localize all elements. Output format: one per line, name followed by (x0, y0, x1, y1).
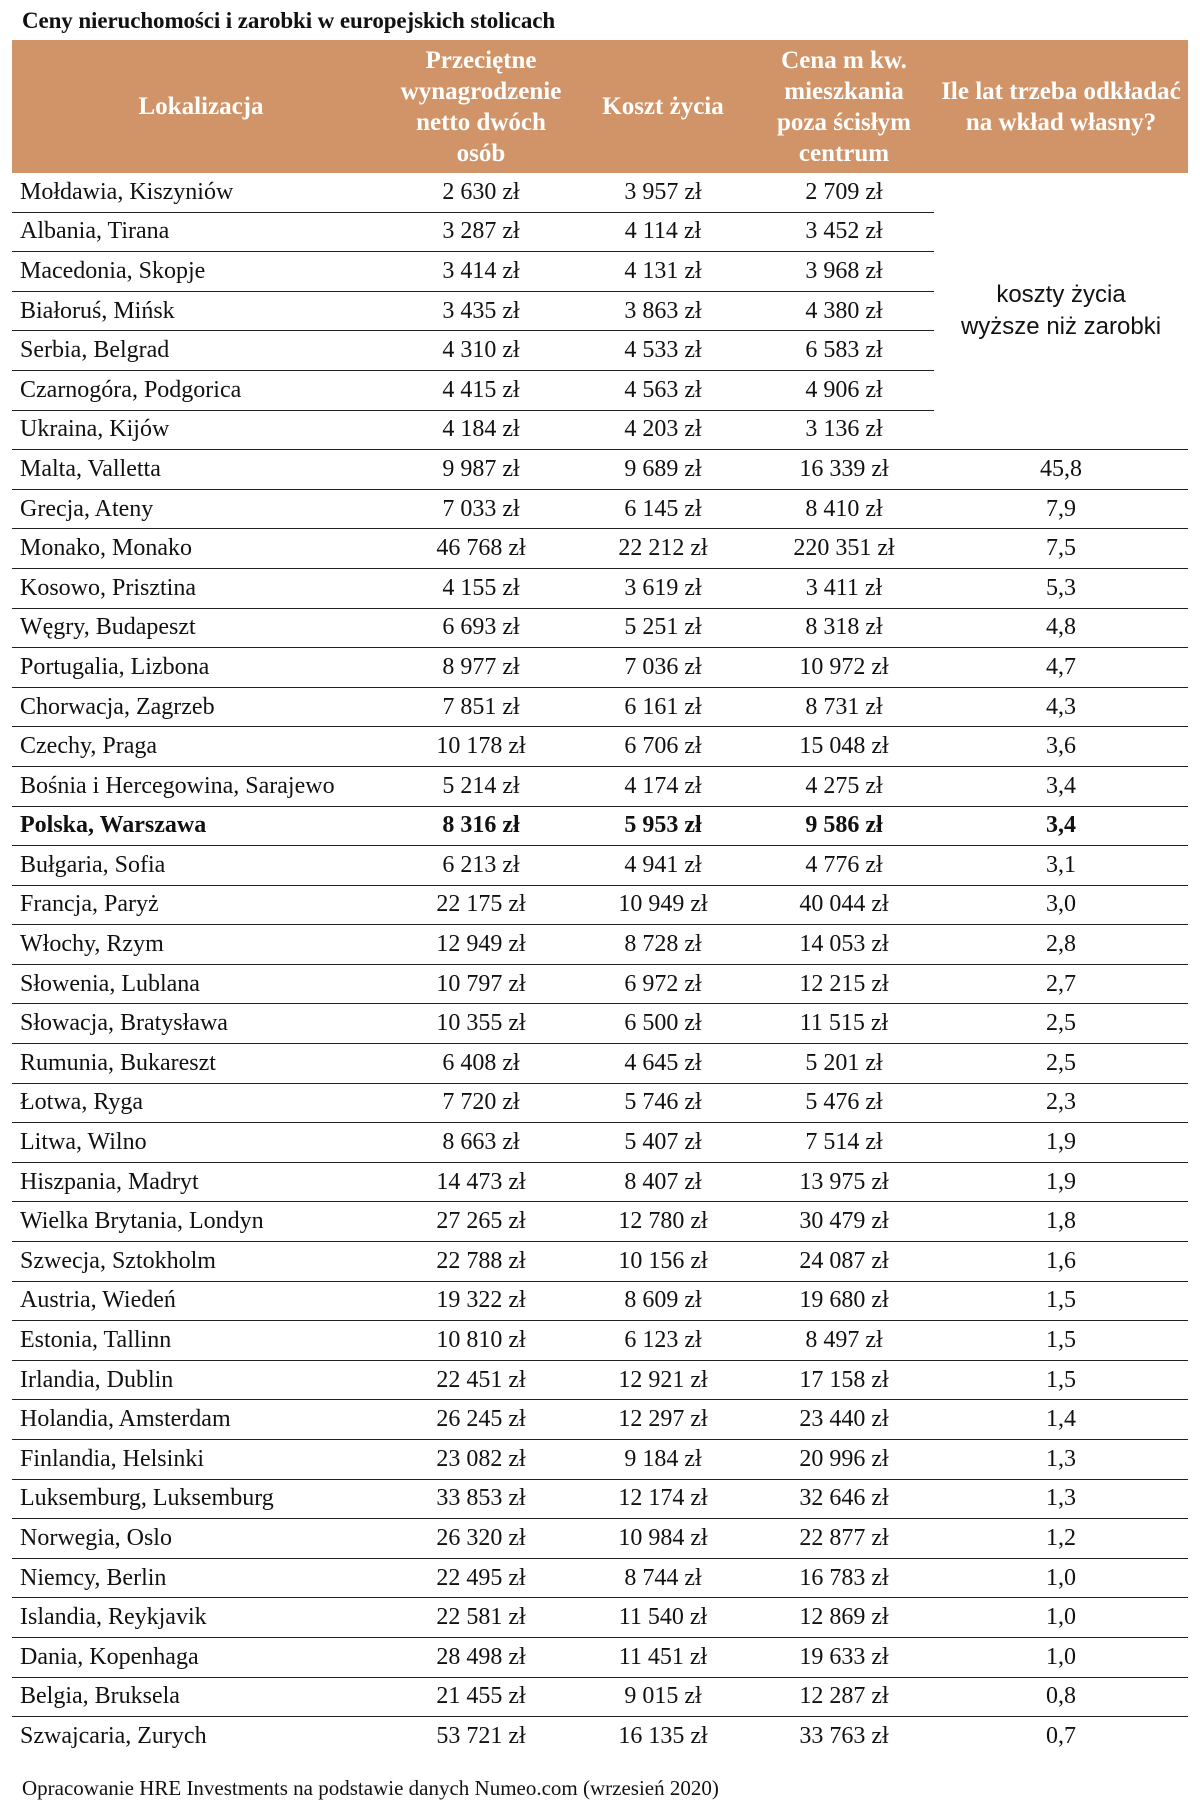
cell-location: Litwa, Wilno (12, 1123, 390, 1163)
cell-net-salary: 6 213 zł (390, 846, 572, 886)
cell-price-per-sqm: 17 158 zł (754, 1360, 934, 1400)
cell-cost-of-living: 5 953 zł (572, 806, 754, 846)
cell-price-per-sqm: 8 318 zł (754, 608, 934, 648)
cell-net-salary: 4 155 zł (390, 568, 572, 608)
cell-years-saving: 4,7 (934, 648, 1188, 688)
cell-cost-of-living: 5 251 zł (572, 608, 754, 648)
table-row (12, 1004, 1188, 1044)
cell-net-salary: 22 581 zł (390, 1598, 572, 1638)
cell-net-salary: 3 287 zł (390, 212, 572, 252)
cell-net-salary: 10 178 zł (390, 727, 572, 767)
cell-price-per-sqm: 8 410 zł (754, 489, 934, 529)
table-row (12, 1242, 1188, 1282)
cell-cost-of-living: 4 533 zł (572, 331, 754, 371)
cell-cost-of-living: 4 645 zł (572, 1044, 754, 1084)
cell-price-per-sqm: 220 351 zł (754, 529, 934, 569)
cell-price-per-sqm: 4 906 zł (754, 370, 934, 410)
cell-cost-of-living: 8 744 zł (572, 1558, 754, 1598)
table-row (12, 1479, 1188, 1519)
cell-net-salary: 21 455 zł (390, 1677, 572, 1717)
cell-cost-of-living: 7 036 zł (572, 648, 754, 688)
cell-location: Belgia, Bruksela (12, 1677, 390, 1717)
cell-years-saving: 2,8 (934, 925, 1188, 965)
cell-location: Hiszpania, Madryt (12, 1162, 390, 1202)
cell-location: Słowenia, Lublana (12, 964, 390, 1004)
table-row (12, 1202, 1188, 1242)
table-row (12, 727, 1188, 767)
header-net-salary: Przeciętne wynagrodzenie netto dwóch osób (390, 40, 572, 173)
cell-cost-of-living: 6 500 zł (572, 1004, 754, 1044)
header-cost-of-living: Koszt życia (572, 40, 754, 173)
cell-location: Czarnogóra, Podgorica (12, 370, 390, 410)
cell-price-per-sqm: 15 048 zł (754, 727, 934, 767)
cell-location: Austria, Wiedeń (12, 1281, 390, 1321)
cell-years-saving: 1,3 (934, 1440, 1188, 1480)
cell-years-saving: 45,8 (934, 450, 1188, 490)
cell-net-salary: 22 451 zł (390, 1360, 572, 1400)
table-row (12, 1558, 1188, 1598)
cell-location: Szwecja, Sztokholm (12, 1242, 390, 1282)
cell-years-saving: 2,5 (934, 1044, 1188, 1084)
cell-years-saving: 1,0 (934, 1558, 1188, 1598)
cell-cost-of-living: 11 540 zł (572, 1598, 754, 1638)
table-title: Ceny nieruchomości i zarobki w europejskich stolicach (22, 8, 556, 33)
cell-location: Kosowo, Prisztina (12, 568, 390, 608)
cell-price-per-sqm: 12 215 zł (754, 964, 934, 1004)
cell-location: Dania, Kopenhaga (12, 1637, 390, 1677)
cell-net-salary: 4 415 zł (390, 370, 572, 410)
cell-years-saving: 1,5 (934, 1321, 1188, 1361)
cell-cost-of-living: 11 451 zł (572, 1637, 754, 1677)
cell-cost-of-living: 8 728 zł (572, 925, 754, 965)
cell-location: Grecja, Ateny (12, 489, 390, 529)
table-row (12, 1321, 1188, 1361)
cell-price-per-sqm: 3 968 zł (754, 252, 934, 292)
cell-cost-of-living: 12 297 zł (572, 1400, 754, 1440)
cell-years-saving: 7,9 (934, 489, 1188, 529)
cell-years-saving: 0,8 (934, 1677, 1188, 1717)
cell-price-per-sqm: 7 514 zł (754, 1123, 934, 1163)
cell-price-per-sqm: 10 972 zł (754, 648, 934, 688)
cell-net-salary: 4 310 zł (390, 331, 572, 371)
cell-location: Wielka Brytania, Londyn (12, 1202, 390, 1242)
table-row (12, 529, 1188, 569)
cell-location: Islandia, Reykjavik (12, 1598, 390, 1638)
source-footer: Opracowanie HRE Investments na podstawie danych Numeo.com (wrzesień 2020) (22, 1776, 719, 1800)
cell-cost-of-living: 4 941 zł (572, 846, 754, 886)
cell-price-per-sqm: 11 515 zł (754, 1004, 934, 1044)
cell-location: Macedonia, Skopje (12, 252, 390, 292)
cell-cost-of-living: 12 780 zł (572, 1202, 754, 1242)
cell-net-salary: 9 987 zł (390, 450, 572, 490)
table-row (12, 1717, 1188, 1756)
cell-price-per-sqm: 12 869 zł (754, 1598, 934, 1638)
cell-years-saving: 1,5 (934, 1360, 1188, 1400)
cell-price-per-sqm: 4 275 zł (754, 766, 934, 806)
cell-location: Bośnia i Hercegowina, Sarajewo (12, 766, 390, 806)
cell-price-per-sqm: 40 044 zł (754, 885, 934, 925)
cell-location: Norwegia, Oslo (12, 1519, 390, 1559)
cell-cost-of-living: 10 949 zł (572, 885, 754, 925)
table-row (12, 885, 1188, 925)
cell-price-per-sqm: 30 479 zł (754, 1202, 934, 1242)
cell-net-salary: 2 630 zł (390, 173, 572, 212)
cell-years-saving: 3,0 (934, 885, 1188, 925)
cell-price-per-sqm: 3 136 zł (754, 410, 934, 450)
table-row (12, 766, 1188, 806)
cell-price-per-sqm: 9 586 zł (754, 806, 934, 846)
cell-location: Węgry, Budapeszt (12, 608, 390, 648)
table-row (12, 568, 1188, 608)
cell-price-per-sqm: 19 680 zł (754, 1281, 934, 1321)
table-row (12, 964, 1188, 1004)
cell-net-salary: 5 214 zł (390, 766, 572, 806)
table-row (12, 1360, 1188, 1400)
cell-years-saving: 1,0 (934, 1598, 1188, 1638)
table-row (12, 1637, 1188, 1677)
data-table (12, 40, 1188, 1756)
cell-net-salary: 12 949 zł (390, 925, 572, 965)
cell-location: Polska, Warszawa (12, 806, 390, 846)
cell-years-saving: 3,4 (934, 766, 1188, 806)
cell-location: Mołdawia, Kiszyniów (12, 173, 390, 212)
cell-price-per-sqm: 23 440 zł (754, 1400, 934, 1440)
cell-price-per-sqm: 5 201 zł (754, 1044, 934, 1084)
cell-net-salary: 22 175 zł (390, 885, 572, 925)
table-row (12, 1677, 1188, 1717)
cell-net-salary: 28 498 zł (390, 1637, 572, 1677)
cell-cost-of-living: 22 212 zł (572, 529, 754, 569)
cell-location: Estonia, Tallinn (12, 1321, 390, 1361)
cell-price-per-sqm: 3 452 zł (754, 212, 934, 252)
cell-net-salary: 7 851 zł (390, 687, 572, 727)
cell-years-saving: 1,9 (934, 1162, 1188, 1202)
cell-price-per-sqm: 4 380 zł (754, 291, 934, 331)
table-row (12, 687, 1188, 727)
table-row (12, 1044, 1188, 1084)
cell-net-salary: 8 663 zł (390, 1123, 572, 1163)
cell-net-salary: 10 355 zł (390, 1004, 572, 1044)
cell-cost-of-living: 8 407 zł (572, 1162, 754, 1202)
cell-years-saving: 2,3 (934, 1083, 1188, 1123)
cell-location: Czechy, Praga (12, 727, 390, 767)
cell-years-saving: 5,3 (934, 568, 1188, 608)
cell-cost-of-living: 4 174 zł (572, 766, 754, 806)
cell-years-saving: 1,9 (934, 1123, 1188, 1163)
cell-years-saving: 1,2 (934, 1519, 1188, 1559)
cell-net-salary: 26 320 zł (390, 1519, 572, 1559)
cell-cost-of-living: 10 984 zł (572, 1519, 754, 1559)
cell-location: Luksemburg, Luksemburg (12, 1479, 390, 1519)
table-row (12, 608, 1188, 648)
cell-location: Białoruś, Mińsk (12, 291, 390, 331)
cell-price-per-sqm: 20 996 zł (754, 1440, 934, 1480)
table-body (12, 173, 1188, 1756)
cell-cost-of-living: 5 407 zł (572, 1123, 754, 1163)
table-row (12, 173, 1188, 212)
cell-cost-of-living: 9 689 zł (572, 450, 754, 490)
table-row (12, 648, 1188, 688)
cell-cost-of-living: 10 156 zł (572, 1242, 754, 1282)
cell-location: Łotwa, Ryga (12, 1083, 390, 1123)
cell-cost-of-living: 9 015 zł (572, 1677, 754, 1717)
cell-cost-of-living: 3 863 zł (572, 291, 754, 331)
cell-years-saving: 1,6 (934, 1242, 1188, 1282)
cell-location: Słowacja, Bratysława (12, 1004, 390, 1044)
cell-cost-of-living: 3 957 zł (572, 173, 754, 212)
cell-location: Portugalia, Lizbona (12, 648, 390, 688)
table-row (12, 1162, 1188, 1202)
cell-net-salary: 3 435 zł (390, 291, 572, 331)
header-years-saving: Ile lat trzeba odkładać na wkład własny? (934, 40, 1188, 173)
table-header (12, 40, 1188, 173)
cell-location: Serbia, Belgrad (12, 331, 390, 371)
cell-cost-of-living: 9 184 zł (572, 1440, 754, 1480)
cell-net-salary: 14 473 zł (390, 1162, 572, 1202)
cell-years-saving: 7,5 (934, 529, 1188, 569)
cell-net-salary: 19 322 zł (390, 1281, 572, 1321)
cell-net-salary: 6 693 zł (390, 608, 572, 648)
header-location: Lokalizacja (12, 40, 390, 173)
cell-location: Niemcy, Berlin (12, 1558, 390, 1598)
table-row (12, 1281, 1188, 1321)
cell-net-salary: 22 495 zł (390, 1558, 572, 1598)
cell-cost-of-living: 8 609 zł (572, 1281, 754, 1321)
cell-price-per-sqm: 22 877 zł (754, 1519, 934, 1559)
cell-cost-of-living: 4 563 zł (572, 370, 754, 410)
cell-location: Francja, Paryż (12, 885, 390, 925)
cell-price-per-sqm: 3 411 zł (754, 568, 934, 608)
cell-cost-of-living: 6 161 zł (572, 687, 754, 727)
cell-price-per-sqm: 33 763 zł (799, 1722, 889, 1749)
cell-net-salary: 23 082 zł (390, 1440, 572, 1480)
cell-net-salary: 10 797 zł (390, 964, 572, 1004)
cell-net-salary: 4 184 zł (390, 410, 572, 450)
cell-years-saving: 0,7 (1046, 1722, 1076, 1749)
cell-net-salary: 26 245 zł (390, 1400, 572, 1440)
cell-price-per-sqm: 24 087 zł (754, 1242, 934, 1282)
table-row (12, 1400, 1188, 1440)
table-row (12, 489, 1188, 529)
cell-cost-of-living: 6 972 zł (572, 964, 754, 1004)
cell-location: Holandia, Amsterdam (12, 1400, 390, 1440)
cell-net-salary: 6 408 zł (390, 1044, 572, 1084)
cell-years-saving: 4,3 (934, 687, 1188, 727)
cell-price-per-sqm: 8 731 zł (754, 687, 934, 727)
cell-years-saving: 1,4 (934, 1400, 1188, 1440)
cell-location: Rumunia, Bukareszt (12, 1044, 390, 1084)
cell-cost-of-living: 12 921 zł (572, 1360, 754, 1400)
cell-price-per-sqm: 8 497 zł (754, 1321, 934, 1361)
cell-years-saving: 1,3 (934, 1479, 1188, 1519)
cell-price-per-sqm: 14 053 zł (754, 925, 934, 965)
table-row (12, 450, 1188, 490)
cell-cost-of-living: 4 131 zł (572, 252, 754, 292)
cell-net-salary: 3 414 zł (390, 252, 572, 292)
cell-location: Bułgaria, Sofia (12, 846, 390, 886)
table-row (12, 1123, 1188, 1163)
cell-cost-of-living: 6 706 zł (572, 727, 754, 767)
cell-years-saving: 3,1 (934, 846, 1188, 886)
cell-location: Irlandia, Dublin (12, 1360, 390, 1400)
cell-price-per-sqm: 16 339 zł (754, 450, 934, 490)
cell-years-saving: 3,6 (934, 727, 1188, 767)
cell-cost-of-living: 16 135 zł (618, 1722, 708, 1749)
table-row (12, 806, 1188, 846)
cell-years-saving: 4,8 (934, 608, 1188, 648)
cell-cost-of-living: 4 114 zł (572, 212, 754, 252)
cell-net-salary: 7 033 zł (390, 489, 572, 529)
cell-cost-of-living: 12 174 zł (572, 1479, 754, 1519)
cell-location: Szwajcaria, Zurych (20, 1722, 207, 1749)
cell-cost-of-living: 3 619 zł (572, 568, 754, 608)
cell-price-per-sqm: 5 476 zł (754, 1083, 934, 1123)
cell-cost-of-living: 4 203 zł (572, 410, 754, 450)
cell-price-per-sqm: 13 975 zł (754, 1162, 934, 1202)
cell-location: Monako, Monako (12, 529, 390, 569)
cell-net-salary: 8 316 zł (390, 806, 572, 846)
cell-net-salary: 10 810 zł (390, 1321, 572, 1361)
cell-net-salary: 27 265 zł (390, 1202, 572, 1242)
cell-location: Włochy, Rzym (12, 925, 390, 965)
header-price-per-sqm: Cena m kw. mieszkania poza ścisłym centrum (754, 40, 934, 173)
cell-years-saving: 2,7 (934, 964, 1188, 1004)
cell-net-salary: 53 721 zł (436, 1722, 526, 1749)
cell-years-saving: 1,8 (934, 1202, 1188, 1242)
cell-price-per-sqm: 2 709 zł (754, 173, 934, 212)
cell-price-per-sqm: 32 646 zł (754, 1479, 934, 1519)
cell-location: Malta, Valletta (12, 450, 390, 490)
table-row (12, 846, 1188, 886)
cell-net-salary: 22 788 zł (390, 1242, 572, 1282)
cell-location: Ukraina, Kijów (12, 410, 390, 450)
cell-price-per-sqm: 4 776 zł (754, 846, 934, 886)
table-row (12, 925, 1188, 965)
cell-net-salary: 46 768 zł (390, 529, 572, 569)
cell-net-salary: 8 977 zł (390, 648, 572, 688)
cell-cost-of-living: 6 123 zł (572, 1321, 754, 1361)
cell-price-per-sqm: 6 583 zł (754, 331, 934, 371)
table-row (12, 1519, 1188, 1559)
cell-location: Chorwacja, Zagrzeb (12, 687, 390, 727)
cost-exceeds-income-note: koszty życia wyższe niż zarobki (934, 173, 1188, 450)
cell-net-salary: 7 720 zł (390, 1083, 572, 1123)
cell-cost-of-living: 5 746 zł (572, 1083, 754, 1123)
cell-price-per-sqm: 12 287 zł (754, 1677, 934, 1717)
cell-years-saving: 1,5 (934, 1281, 1188, 1321)
cell-years-saving: 3,4 (934, 806, 1188, 846)
cell-cost-of-living: 6 145 zł (572, 489, 754, 529)
cell-years-saving: 1,0 (934, 1637, 1188, 1677)
cell-price-per-sqm: 16 783 zł (754, 1558, 934, 1598)
table-row (12, 1440, 1188, 1480)
cell-years-saving: 2,5 (934, 1004, 1188, 1044)
cell-price-per-sqm: 19 633 zł (754, 1637, 934, 1677)
cell-location: Finlandia, Helsinki (12, 1440, 390, 1480)
cell-location: Albania, Tirana (12, 212, 390, 252)
cell-net-salary: 33 853 zł (390, 1479, 572, 1519)
table-row (12, 1598, 1188, 1638)
table-row (12, 1083, 1188, 1123)
